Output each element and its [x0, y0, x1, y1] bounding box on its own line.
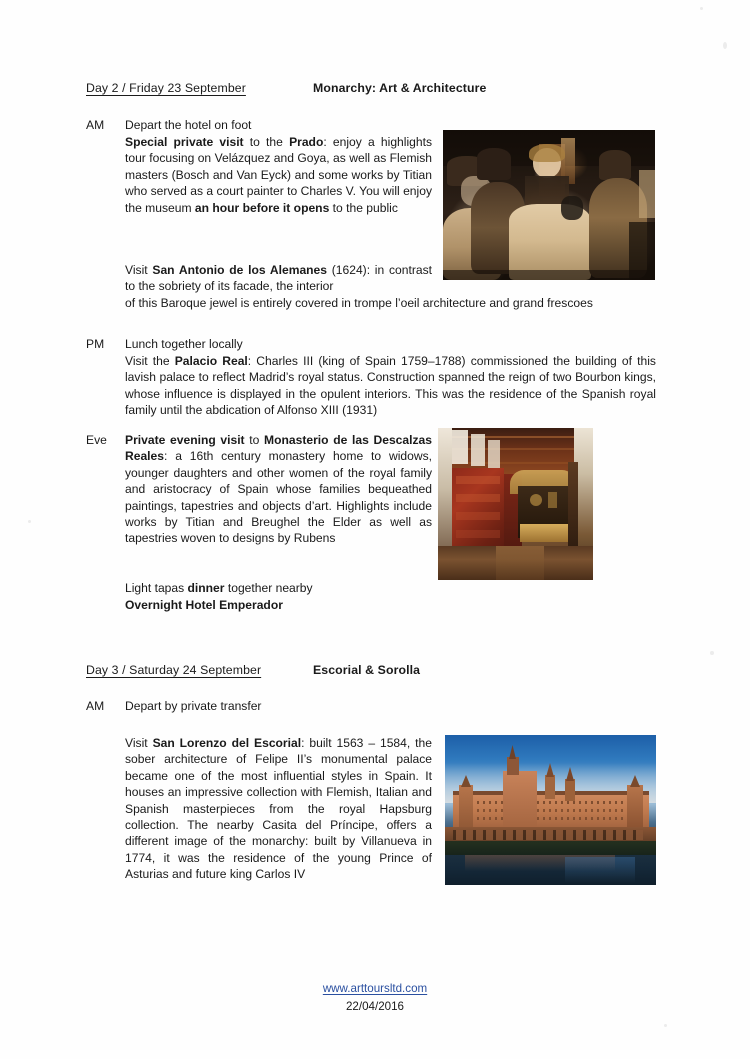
prado-tail: to the public [329, 200, 398, 215]
day2-dinner-line [125, 580, 432, 596]
footer-date: 22/04/2016 [345, 1000, 405, 1013]
day2-sanantonio-paragraph [125, 262, 432, 295]
descalzas-place: Monasterio de las Descalzas Reales [125, 433, 432, 464]
sanantonio-pre: Visit [125, 263, 153, 277]
descalzas-mid1: to [244, 433, 265, 447]
day2-date: Day 2 / Friday 23 September [86, 81, 246, 95]
escorial-post: : built 1563 – 1584, the sober architecture of Felipe II’s monumental palace became one of the most influential styles in Spain. It houses an impressive collection with Flemish, Italian and Spanish masterpieces from the royal Hapsburg collection. The nearby Casita del Príncipe, offers a different image of the monarchy: built by Villanueva in 1774, it was the residence of the young Prince of Asturias and future king Carlos IV [125, 736, 432, 882]
day2-sanantonio-continued: of this Baroque jewel is entirely covered in trompe l’oeil architecture and grand frescoes [125, 296, 593, 310]
descalzas-lead: Private evening visit [125, 433, 245, 447]
day2-pm-label: PM [86, 337, 105, 351]
day3-heading [86, 663, 261, 678]
day2-descalzas-paragraph [125, 432, 432, 547]
sanantonio-post: (1624): in contrast to the sobriety of its facade, the interior [125, 263, 432, 294]
descalzas-post: : a 16th century monastery home to widows, younger daughters and other women of the royal family and aristocracy of Spain whose families bequeathed paintings, tapestries and objects d’art. Highlights include works by Titian and Breughel the Elder as well as tapestries woven to designs by Rubens [125, 449, 432, 546]
day3-theme: Escorial & Sorolla [313, 663, 421, 677]
footer-url-line [0, 981, 750, 996]
sanantonio-place: San Antonio de los Alemanes [152, 263, 328, 277]
day2-palacio-paragraph [125, 353, 656, 419]
escorial-pre: Visit [125, 736, 153, 750]
day2-eve-label: Eve [86, 433, 107, 447]
dinner-post: together nearby [224, 581, 313, 595]
prado-mid1: to the [243, 135, 290, 149]
day2-theme: Monarchy: Art & Architecture [313, 81, 487, 95]
footer-website-link[interactable]: www.arttoursltd.com [322, 982, 428, 995]
prado-mid2: : enjoy a highlights tour focusing on Velázquez and Goya, as well as Flemish masters (Bosch and Van Eyck) and some works by Titian who served as a court painter to Charles V. You will enjoy the museum [125, 135, 432, 215]
day3-theme-heading [313, 663, 420, 678]
palacio-pre: Visit the [125, 354, 175, 368]
day3-am-line1: Depart by private transfer [125, 699, 262, 713]
day3-date: Day 3 / Saturday 24 September [86, 663, 262, 677]
escorial-place: San Lorenzo del Escorial [152, 736, 302, 750]
day2-pm-line1: Lunch together locally [125, 337, 243, 351]
day3-am-label: AM [86, 699, 105, 713]
dinner-pre: Light tapas [125, 581, 188, 595]
day3-escorial-paragraph [125, 735, 432, 883]
photo-san-lorenzo-escorial [445, 735, 656, 885]
footer-date-line [0, 999, 750, 1014]
day2-am-line1: Depart the hotel on foot [125, 118, 252, 132]
prado-emphasis: an hour before it opens [194, 200, 330, 215]
day2-am-label: AM [86, 118, 105, 132]
prado-lead: Special private visit [125, 135, 244, 149]
dinner-emphasis: dinner [187, 581, 225, 595]
palacio-post: : Charles III (king of Spain 1759–1788) commissioned the building of this lavish palace to reflect Madrid’s royal status. Construction spanned the reign of two Bourbon kings, whose influence is displayed in the opulent interiors. This was the residence of the Spanish royal family until the abdication of Alfonso XIII (1931) [125, 354, 656, 418]
day2-overnight-line: Overnight Hotel Emperador [125, 598, 283, 612]
day2-theme-heading [313, 81, 486, 96]
day2-heading [86, 81, 246, 96]
photo-descalzas-reales [438, 428, 593, 580]
palacio-place: Palacio Real [174, 354, 248, 368]
day2-prado-paragraph [125, 134, 432, 216]
photo-las-meninas [443, 130, 655, 280]
prado-place: Prado [289, 135, 324, 149]
